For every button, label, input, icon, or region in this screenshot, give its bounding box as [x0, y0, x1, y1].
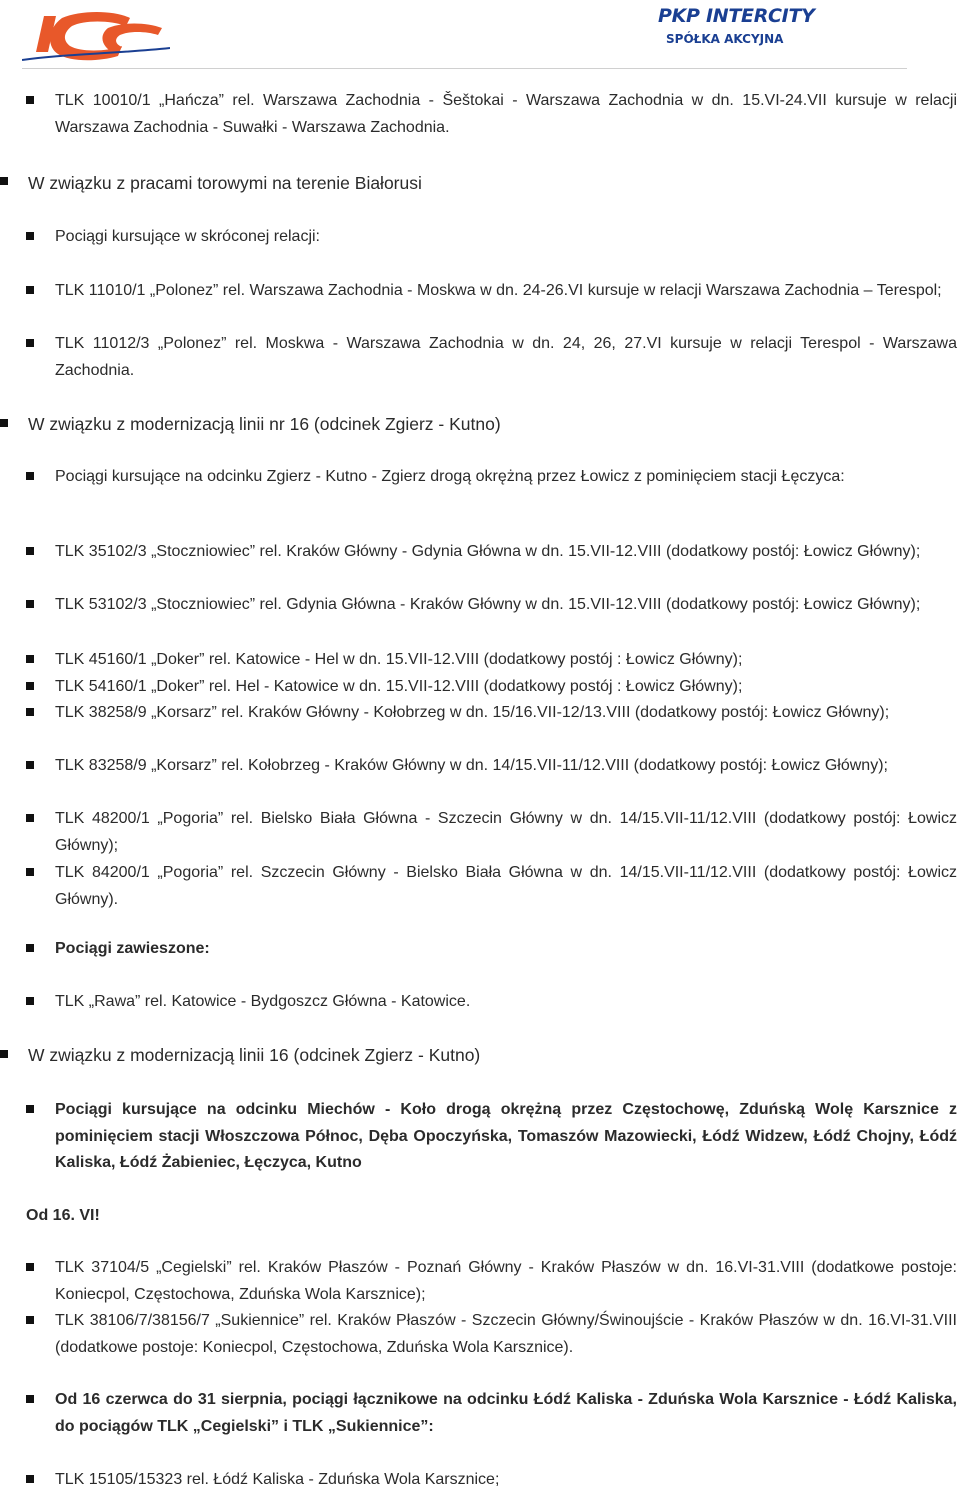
list-item: TLK 54160/1 „Doker” rel. Hel - Katowice w dn. 15.VII-12.VIII (dodatkowy postój : Łowicz Główny);: [55, 678, 743, 695]
bullet-icon: [0, 177, 8, 185]
bullet-icon: [0, 1050, 8, 1058]
list-item: TLK 38106/7/38156/7 „Sukiennice” rel. Kraków Płaszów - Szczecin Główny/Świnoujście - Kraków Płaszów w dn. 16.VI-31.VIII (dodatkowe postoje: Koniecpol, Częstochowa, Zduńska Wola Karsznice).: [55, 1312, 957, 1356]
list-item: Od 16 czerwca do 31 sierpnia, pociągi łącznikowe na odcinku Łódź Kaliska - Zduńska Wola Karsznice - Łódź Kaliska, do pociągów TLK „Cegielski” i TLK „Sukiennice”:: [55, 1391, 957, 1435]
bullet-icon: [26, 944, 34, 952]
list-item: Pociągi kursujące w skróconej relacji:: [55, 228, 320, 245]
bullet-icon: [26, 286, 34, 294]
bullet-icon: [0, 419, 8, 427]
bullet-icon: [26, 997, 34, 1005]
bullet-icon: [26, 655, 34, 663]
bullet-icon: [26, 814, 34, 822]
list-item: Pociągi zawieszone:: [55, 940, 210, 957]
brand-name: PKP INTERCITY: [658, 5, 815, 27]
bullet-icon: [26, 761, 34, 769]
list-item: TLK 11012/3 „Polonez” rel. Moskwa - Warszawa Zachodnia w dn. 24, 26, 27.VI kursuje w relacji Terespol - Warszawa Zachodnia.: [55, 335, 957, 379]
brand-block: [658, 6, 868, 46]
list-item: Pociągi kursujące na odcinku Miechów - Koło drogą okrężną przez Częstochowę, Zduńską Wolę Karsznice z pominięciem stacji Włoszczowa Północ, Dęba Opoczyńska, Tomaszów Mazowiecki, Łódź Widzew, Łódź Chojny, Łódź Kaliska, Łódź Żabieniec, Łęczyca, Kutno: [55, 1101, 957, 1171]
list-item: TLK „Rawa” rel. Katowice - Bydgoszcz Główna - Katowice.: [55, 993, 471, 1010]
bullet-icon: [26, 600, 34, 608]
bullet-icon: [26, 232, 34, 240]
list-item: TLK 10010/1 „Hańcza” rel. Warszawa Zachodnia - Šeštokai - Warszawa Zachodnia w dn. 15.VI-24.VII kursuje w relacji Warszawa Zachodnia - Suwałki - Warszawa Zachodnia.: [55, 92, 957, 136]
list-item: TLK 38258/9 „Korsarz” rel. Kraków Główny - Kołobrzeg w dn. 15/16.VII-12/13.VIII (dodatkowy postój: Łowicz Główny);: [55, 704, 890, 721]
list-item: TLK 35102/3 „Stoczniowiec” rel. Kraków Główny - Gdynia Główna w dn. 15.VII-12.VIII (dodatkowy postój: Łowicz Główny);: [55, 543, 921, 560]
brand-subtitle: SPÓŁKA AKCYJNA: [666, 32, 784, 46]
bullet-icon: [26, 1316, 34, 1324]
list-item: TLK 53102/3 „Stoczniowiec” rel. Gdynia Główna - Kraków Główny w dn. 15.VII-12.VIII (dodatkowy postój: Łowicz Główny);: [55, 596, 921, 613]
section-heading: W związku z modernizacją linii nr 16 (odcinek Zgierz - Kutno): [28, 414, 501, 434]
section-heading: W związku z pracami torowymi na terenie Białorusi: [28, 173, 422, 193]
list-item: TLK 84200/1 „Pogoria” rel. Szczecin Główny - Bielsko Biała Główna w dn. 14/15.VII-11/12.VIII (dodatkowy postój: Łowicz Główny).: [55, 864, 957, 908]
intercity-logo: [22, 4, 170, 64]
list-item: TLK 11010/1 „Polonez” rel. Warszawa Zachodnia - Moskwa w dn. 24-26.VI kursuje w relacji Warszawa Zachodnia – Terespol;: [55, 282, 942, 299]
list-item: TLK 83258/9 „Korsarz” rel. Kołobrzeg - Kraków Główny w dn. 14/15.VII-11/12.VIII (dodatkowy postój: Łowicz Główny);: [55, 757, 888, 774]
bullet-icon: [26, 472, 34, 480]
list-item: Pociągi kursujące na odcinku Zgierz - Kutno - Zgierz drogą okrężną przez Łowicz z pominięciem stacji Łęczyca:: [55, 468, 845, 485]
list-item: TLK 48200/1 „Pogoria” rel. Bielsko Biała Główna - Szczecin Główny w dn. 14/15.VII-11/12.VIII (dodatkowy postój: Łowicz Główny);: [55, 810, 957, 854]
bullet-icon: [26, 1475, 34, 1483]
bullet-icon: [26, 1263, 34, 1271]
bullet-icon: [26, 868, 34, 876]
list-item: TLK 45160/1 „Doker” rel. Katowice - Hel w dn. 15.VII-12.VIII (dodatkowy postój : Łowicz Główny);: [55, 651, 743, 668]
page-header: [0, 0, 960, 72]
bullet-icon: [26, 96, 34, 104]
header-divider: [22, 68, 907, 69]
list-item: TLK 15105/15323 rel. Łódź Kaliska - Zduńska Wola Karsznice;: [55, 1471, 500, 1488]
date-heading: Od 16. VI!: [26, 1207, 100, 1224]
bullet-icon: [26, 708, 34, 716]
bullet-icon: [26, 1395, 34, 1403]
list-item: TLK 37104/5 „Cegielski” rel. Kraków Płaszów - Poznań Główny - Kraków Płaszów w dn. 16.VI-31.VIII (dodatkowe postoje: Koniecpol, Częstochowa, Zduńska Wola Karsznice);: [55, 1259, 957, 1303]
bullet-icon: [26, 682, 34, 690]
section-heading: W związku z modernizacją linii 16 (odcinek Zgierz - Kutno): [28, 1045, 481, 1065]
bullet-icon: [26, 339, 34, 347]
bullet-icon: [26, 1105, 34, 1113]
bullet-icon: [26, 547, 34, 555]
